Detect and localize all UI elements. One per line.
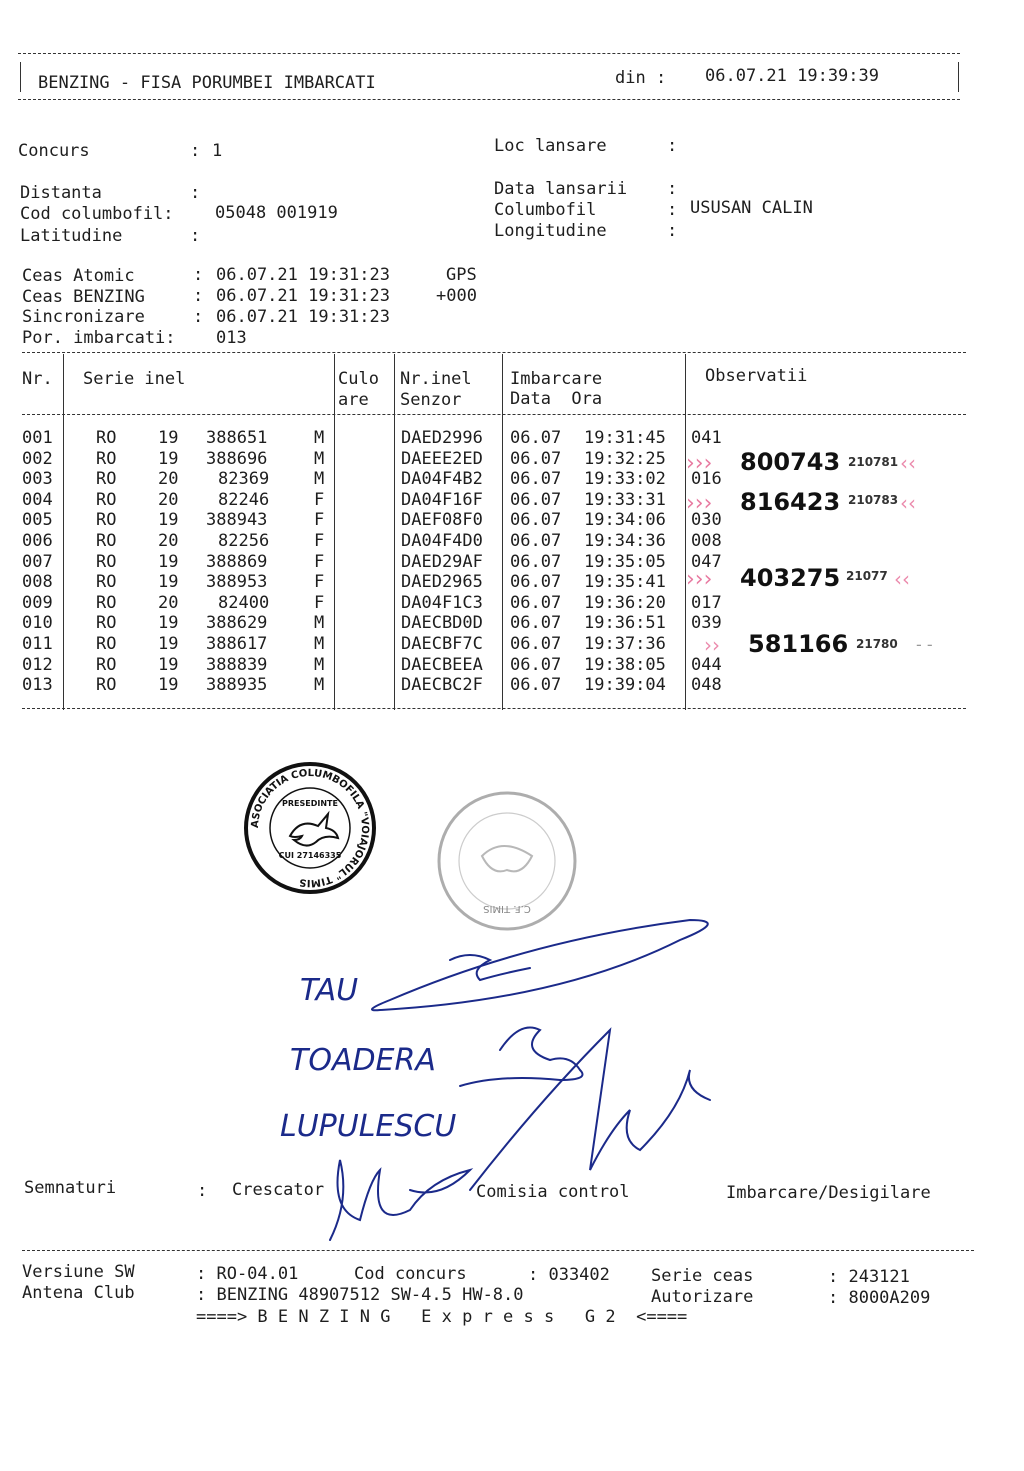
ceas-atomic-value: 06.07.21 19:31:23 — [216, 265, 390, 285]
ceas-atomic-label: Ceas Atomic — [22, 266, 135, 286]
cod-concurs-value: : 033402 — [528, 1265, 610, 1285]
sticker-2-code: 816423 — [740, 488, 841, 516]
row-nr: 006 — [22, 531, 53, 551]
sticker-4 — [704, 630, 933, 658]
sticker-4-small: 21780 — [856, 637, 898, 651]
row-numar: 82256 — [218, 531, 270, 551]
dove-icon — [290, 814, 338, 846]
row-tara: RO — [96, 551, 117, 572]
cod-columbofil-label: Cod columbofil: — [20, 204, 174, 224]
serie-ceas-label: Serie ceas — [651, 1266, 754, 1286]
data-lansarii-colon: : — [667, 179, 678, 199]
row-nr: 008 — [22, 572, 53, 593]
loc-lansare-label: Loc lansare — [494, 136, 607, 156]
columbofil-value: USUSAN CALIN — [690, 198, 813, 218]
assoc-stamp-ring-text: ASOCIATIA COLUMBOFILA "VOIAJORUL" TIMIS — [249, 767, 371, 889]
row-ora: 19:35:05 — [584, 551, 666, 572]
row-senzor: DAEF08F0 — [401, 510, 483, 531]
row-ora: 19:34:06 — [584, 510, 666, 531]
row-nr: 004 — [22, 489, 53, 510]
row-data: 06.07 — [510, 448, 562, 469]
versiune-sw-value: : RO-04.01 — [196, 1264, 299, 1284]
row-an: 19 — [158, 654, 179, 675]
ceas-benzing-suffix: +000 — [436, 286, 477, 306]
sticker-2-small: 210783 — [848, 493, 899, 507]
row-sex: F — [314, 572, 325, 593]
row-an: 19 — [158, 428, 179, 448]
distanta-label: Distanta — [20, 183, 102, 203]
versiune-sw-label: Versiune SW — [22, 1262, 135, 1282]
row-senzor: DA04F4B2 — [401, 469, 483, 490]
row-numar: 82246 — [218, 489, 270, 510]
signature-imbarcare-label: Imbarcare/Desigilare — [726, 1183, 931, 1203]
row-an: 19 — [158, 613, 179, 634]
row-tara: RO — [96, 613, 117, 634]
row-data: 06.07 — [510, 592, 562, 613]
sticker-2 — [686, 488, 916, 516]
header-right-border — [958, 62, 959, 92]
signature-comisia-label: Comisia control — [476, 1182, 630, 1202]
row-nr: 009 — [22, 592, 53, 613]
row-obs: 017 — [691, 592, 722, 613]
sticker-3-code: 403275 — [740, 564, 841, 592]
row-an: 20 — [158, 531, 179, 551]
sticker-1 — [686, 448, 916, 476]
svg-text:›››: ››› — [686, 451, 713, 476]
cod-concurs-label: Cod concurs — [354, 1264, 467, 1284]
antena-club-label: Antena Club — [22, 1283, 135, 1303]
row-sex: F — [314, 592, 325, 613]
svg-text:- -: - - — [916, 635, 933, 654]
columbofil-colon: : — [667, 200, 678, 220]
row-numar: 388651 — [206, 428, 268, 448]
handwritten-name-1: TAU — [300, 973, 359, 1008]
row-data: 06.07 — [510, 654, 562, 675]
header-datetime: 06.07.21 19:39:39 — [705, 66, 879, 86]
header-imbarcare-1: Imbarcare — [510, 369, 603, 389]
row-ora: 19:31:45 — [584, 428, 666, 448]
row-senzor: DAECBC2F — [401, 675, 483, 696]
row-tara: RO — [96, 654, 117, 675]
row-senzor: DAEEE2ED — [401, 448, 483, 469]
row-sex: M — [314, 469, 325, 490]
row-tara: RO — [96, 489, 117, 510]
sincronizare-label: Sincronizare — [22, 307, 145, 327]
longitudine-label: Longitudine — [494, 221, 607, 241]
row-obs: 041 — [691, 428, 722, 448]
row-sex: M — [314, 613, 325, 634]
row-an: 19 — [158, 572, 179, 593]
sticker-1-code: 800743 — [740, 448, 841, 476]
row-ora: 19:35:41 — [584, 572, 666, 593]
svg-text:‹‹: ‹‹ — [900, 491, 916, 515]
row-data: 06.07 — [510, 510, 562, 531]
sticker-4-code: 581166 — [748, 630, 849, 658]
concurs-colon: : — [190, 141, 201, 161]
row-sex: M — [314, 675, 325, 696]
semnaturi-colon: : — [197, 1181, 208, 1201]
concurs-label: Concurs — [18, 141, 90, 161]
sincronizare-value: 06.07.21 19:31:23 — [216, 307, 390, 327]
ceas-benzing-label: Ceas BENZING — [22, 287, 145, 307]
longitudine-colon: : — [667, 221, 678, 241]
row-data: 06.07 — [510, 489, 562, 510]
autorizare-label: Autorizare — [651, 1287, 754, 1307]
header-nr: Nr. — [22, 369, 53, 389]
row-tara: RO — [96, 634, 117, 654]
row-obs: 008 — [691, 531, 722, 551]
row-numar: 82400 — [218, 592, 270, 613]
row-tara: RO — [96, 510, 117, 531]
table-header-border — [22, 414, 966, 415]
row-senzor: DAED29AF — [401, 551, 483, 572]
row-an: 19 — [158, 675, 179, 696]
row-an: 19 — [158, 634, 179, 654]
header-culoare-1: Culo — [338, 369, 379, 389]
row-tara: RO — [96, 469, 117, 490]
row-ora: 19:38:05 — [584, 654, 666, 675]
handwritten-name-3: LUPULESCU — [280, 1109, 457, 1144]
row-senzor: DAECBD0D — [401, 613, 483, 634]
row-ora: 19:34:36 — [584, 531, 666, 551]
cod-columbofil-value: 05048 001919 — [215, 203, 338, 223]
row-senzor: DA04F4D0 — [401, 531, 483, 551]
ceas-atomic-suffix: GPS — [446, 265, 477, 285]
row-senzor: DAED2965 — [401, 572, 483, 593]
row-sex: F — [314, 551, 325, 572]
antena-club-value: : BENZING 48907512 SW-4.5 HW-8.0 — [196, 1285, 524, 1305]
row-obs: 016 — [691, 469, 722, 490]
round-stamp-text: C.F. TIMIS — [483, 903, 531, 914]
row-sex: F — [314, 489, 325, 510]
row-obs: 044 — [691, 654, 722, 675]
assoc-stamp-cui: CUI 27146335 — [278, 851, 342, 860]
row-numar: 388869 — [206, 551, 268, 572]
row-an: 20 — [158, 592, 179, 613]
row-data: 06.07 — [510, 572, 562, 593]
row-data: 06.07 — [510, 675, 562, 696]
latitudine-colon: : — [190, 226, 201, 246]
signature-crescator-label: Crescator — [232, 1180, 325, 1200]
row-ora: 19:36:51 — [584, 613, 666, 634]
sticker-3 — [686, 564, 910, 592]
row-senzor: DAECBF7C — [401, 634, 483, 654]
por-imbarcati-label: Por. imbarcati: — [22, 328, 176, 348]
svg-text:›››: ››› — [686, 491, 713, 516]
footer-border — [22, 1250, 974, 1251]
row-an: 20 — [158, 489, 179, 510]
row-tara: RO — [96, 448, 117, 469]
row-senzor: DAED2996 — [401, 428, 483, 448]
row-numar: 388839 — [206, 654, 268, 675]
sticker-3-small: 21077 — [846, 569, 888, 583]
row-ora: 19:39:04 — [584, 675, 666, 696]
row-tara: RO — [96, 428, 117, 448]
ceas-atomic-colon: : — [193, 265, 204, 285]
row-ora: 19:36:20 — [584, 592, 666, 613]
header-culoare-2: are — [338, 390, 369, 410]
row-tara: RO — [96, 675, 117, 696]
row-an: 19 — [158, 448, 179, 469]
row-nr: 012 — [22, 654, 53, 675]
row-sex: F — [314, 531, 325, 551]
sticker-1-small: 210781 — [848, 455, 899, 469]
data-lansarii-label: Data lansarii — [494, 179, 628, 199]
row-nr: 007 — [22, 551, 53, 572]
header-bottom-border — [18, 99, 960, 100]
header-observatii: Observatii — [705, 366, 808, 386]
signature-stroke-5 — [330, 1160, 470, 1240]
serie-ceas-value: : 243121 — [828, 1267, 910, 1287]
row-data: 06.07 — [510, 469, 562, 490]
svg-text:››: ›› — [704, 633, 720, 657]
handwritten-name-2: TOADERA — [290, 1043, 436, 1078]
row-numar: 388953 — [206, 572, 268, 593]
ceas-benzing-value: 06.07.21 19:31:23 — [216, 286, 390, 306]
concurs-value: 1 — [212, 141, 223, 161]
signature-stroke-2 — [450, 955, 530, 980]
row-tara: RO — [96, 572, 117, 593]
row-nr: 013 — [22, 675, 53, 696]
row-ora: 19:37:36 — [584, 634, 666, 654]
row-sex: F — [314, 510, 325, 531]
row-numar: 82369 — [218, 469, 270, 490]
row-sex: M — [314, 428, 325, 448]
row-obs: 030 — [691, 510, 722, 531]
header-left-border — [20, 62, 21, 92]
table-bottom-border — [22, 708, 966, 709]
row-tara: RO — [96, 592, 117, 613]
row-nr: 010 — [22, 613, 53, 634]
row-obs: 048 — [691, 675, 722, 696]
autorizare-value: : 8000A209 — [828, 1288, 931, 1308]
header-top-border — [18, 53, 960, 54]
row-tara: RO — [96, 531, 117, 551]
row-data: 06.07 — [510, 634, 562, 654]
signature-stroke-1 — [372, 920, 708, 1010]
row-numar: 388935 — [206, 675, 268, 696]
round-stamp-emblem — [482, 846, 532, 871]
row-nr: 002 — [22, 448, 53, 469]
row-ora: 19:33:02 — [584, 469, 666, 490]
signature-stroke-4 — [470, 1030, 710, 1190]
svg-text:›››: ››› — [686, 567, 713, 592]
row-sex: M — [314, 448, 325, 469]
row-senzor: DAECBEEA — [401, 654, 483, 675]
header-nrinel-1: Nr.inel — [400, 369, 472, 389]
row-nr: 005 — [22, 510, 53, 531]
svg-text:‹‹: ‹‹ — [894, 567, 910, 591]
row-senzor: DA04F1C3 — [401, 592, 483, 613]
latitudine-label: Latitudine — [20, 226, 123, 246]
row-data: 06.07 — [510, 613, 562, 634]
header-serie-inel: Serie inel — [83, 369, 186, 389]
row-obs: 047 — [691, 551, 722, 572]
row-numar: 388696 — [206, 448, 268, 469]
benzing-brand-line: ====> B E N Z I N G E x p r e s s G 2 <==== — [196, 1307, 688, 1327]
sincronizare-colon: : — [193, 307, 204, 327]
row-sex: M — [314, 634, 325, 654]
row-data: 06.07 — [510, 531, 562, 551]
header-imbarcare-2: Data Ora — [510, 389, 603, 409]
columbofil-label: Columbofil — [494, 200, 597, 220]
row-senzor: DA04F16F — [401, 489, 483, 510]
page-title: BENZING - FISA PORUMBEI IMBARCATI — [38, 73, 376, 93]
table-top-border — [22, 352, 966, 353]
svg-text:‹‹: ‹‹ — [900, 451, 916, 475]
row-ora: 19:33:31 — [584, 489, 666, 510]
row-an: 20 — [158, 469, 179, 490]
ceas-benzing-colon: : — [193, 286, 204, 306]
header-din-label: din : — [615, 68, 667, 88]
row-numar: 388629 — [206, 613, 268, 634]
loc-lansare-colon: : — [667, 136, 678, 156]
row-numar: 388617 — [206, 634, 268, 654]
row-an: 19 — [158, 510, 179, 531]
row-nr: 011 — [22, 634, 53, 654]
row-numar: 388943 — [206, 510, 268, 531]
row-nr: 001 — [22, 428, 53, 448]
ring-tag-stickers — [678, 440, 978, 680]
row-data: 06.07 — [510, 428, 562, 448]
assoc-stamp-role: PRESEDINTE — [282, 799, 338, 808]
association-stamp — [240, 758, 380, 898]
row-sex: M — [314, 654, 325, 675]
handwritten-signatures — [270, 900, 890, 1280]
row-nr: 003 — [22, 469, 53, 490]
por-imbarcati-value: 013 — [216, 328, 247, 348]
semnaturi-label: Semnaturi — [24, 1178, 117, 1198]
row-obs: 039 — [691, 613, 722, 634]
row-data: 06.07 — [510, 551, 562, 572]
distanta-colon: : — [190, 183, 201, 203]
row-ora: 19:32:25 — [584, 448, 666, 469]
row-an: 19 — [158, 551, 179, 572]
header-nrinel-2: Senzor — [400, 390, 462, 410]
